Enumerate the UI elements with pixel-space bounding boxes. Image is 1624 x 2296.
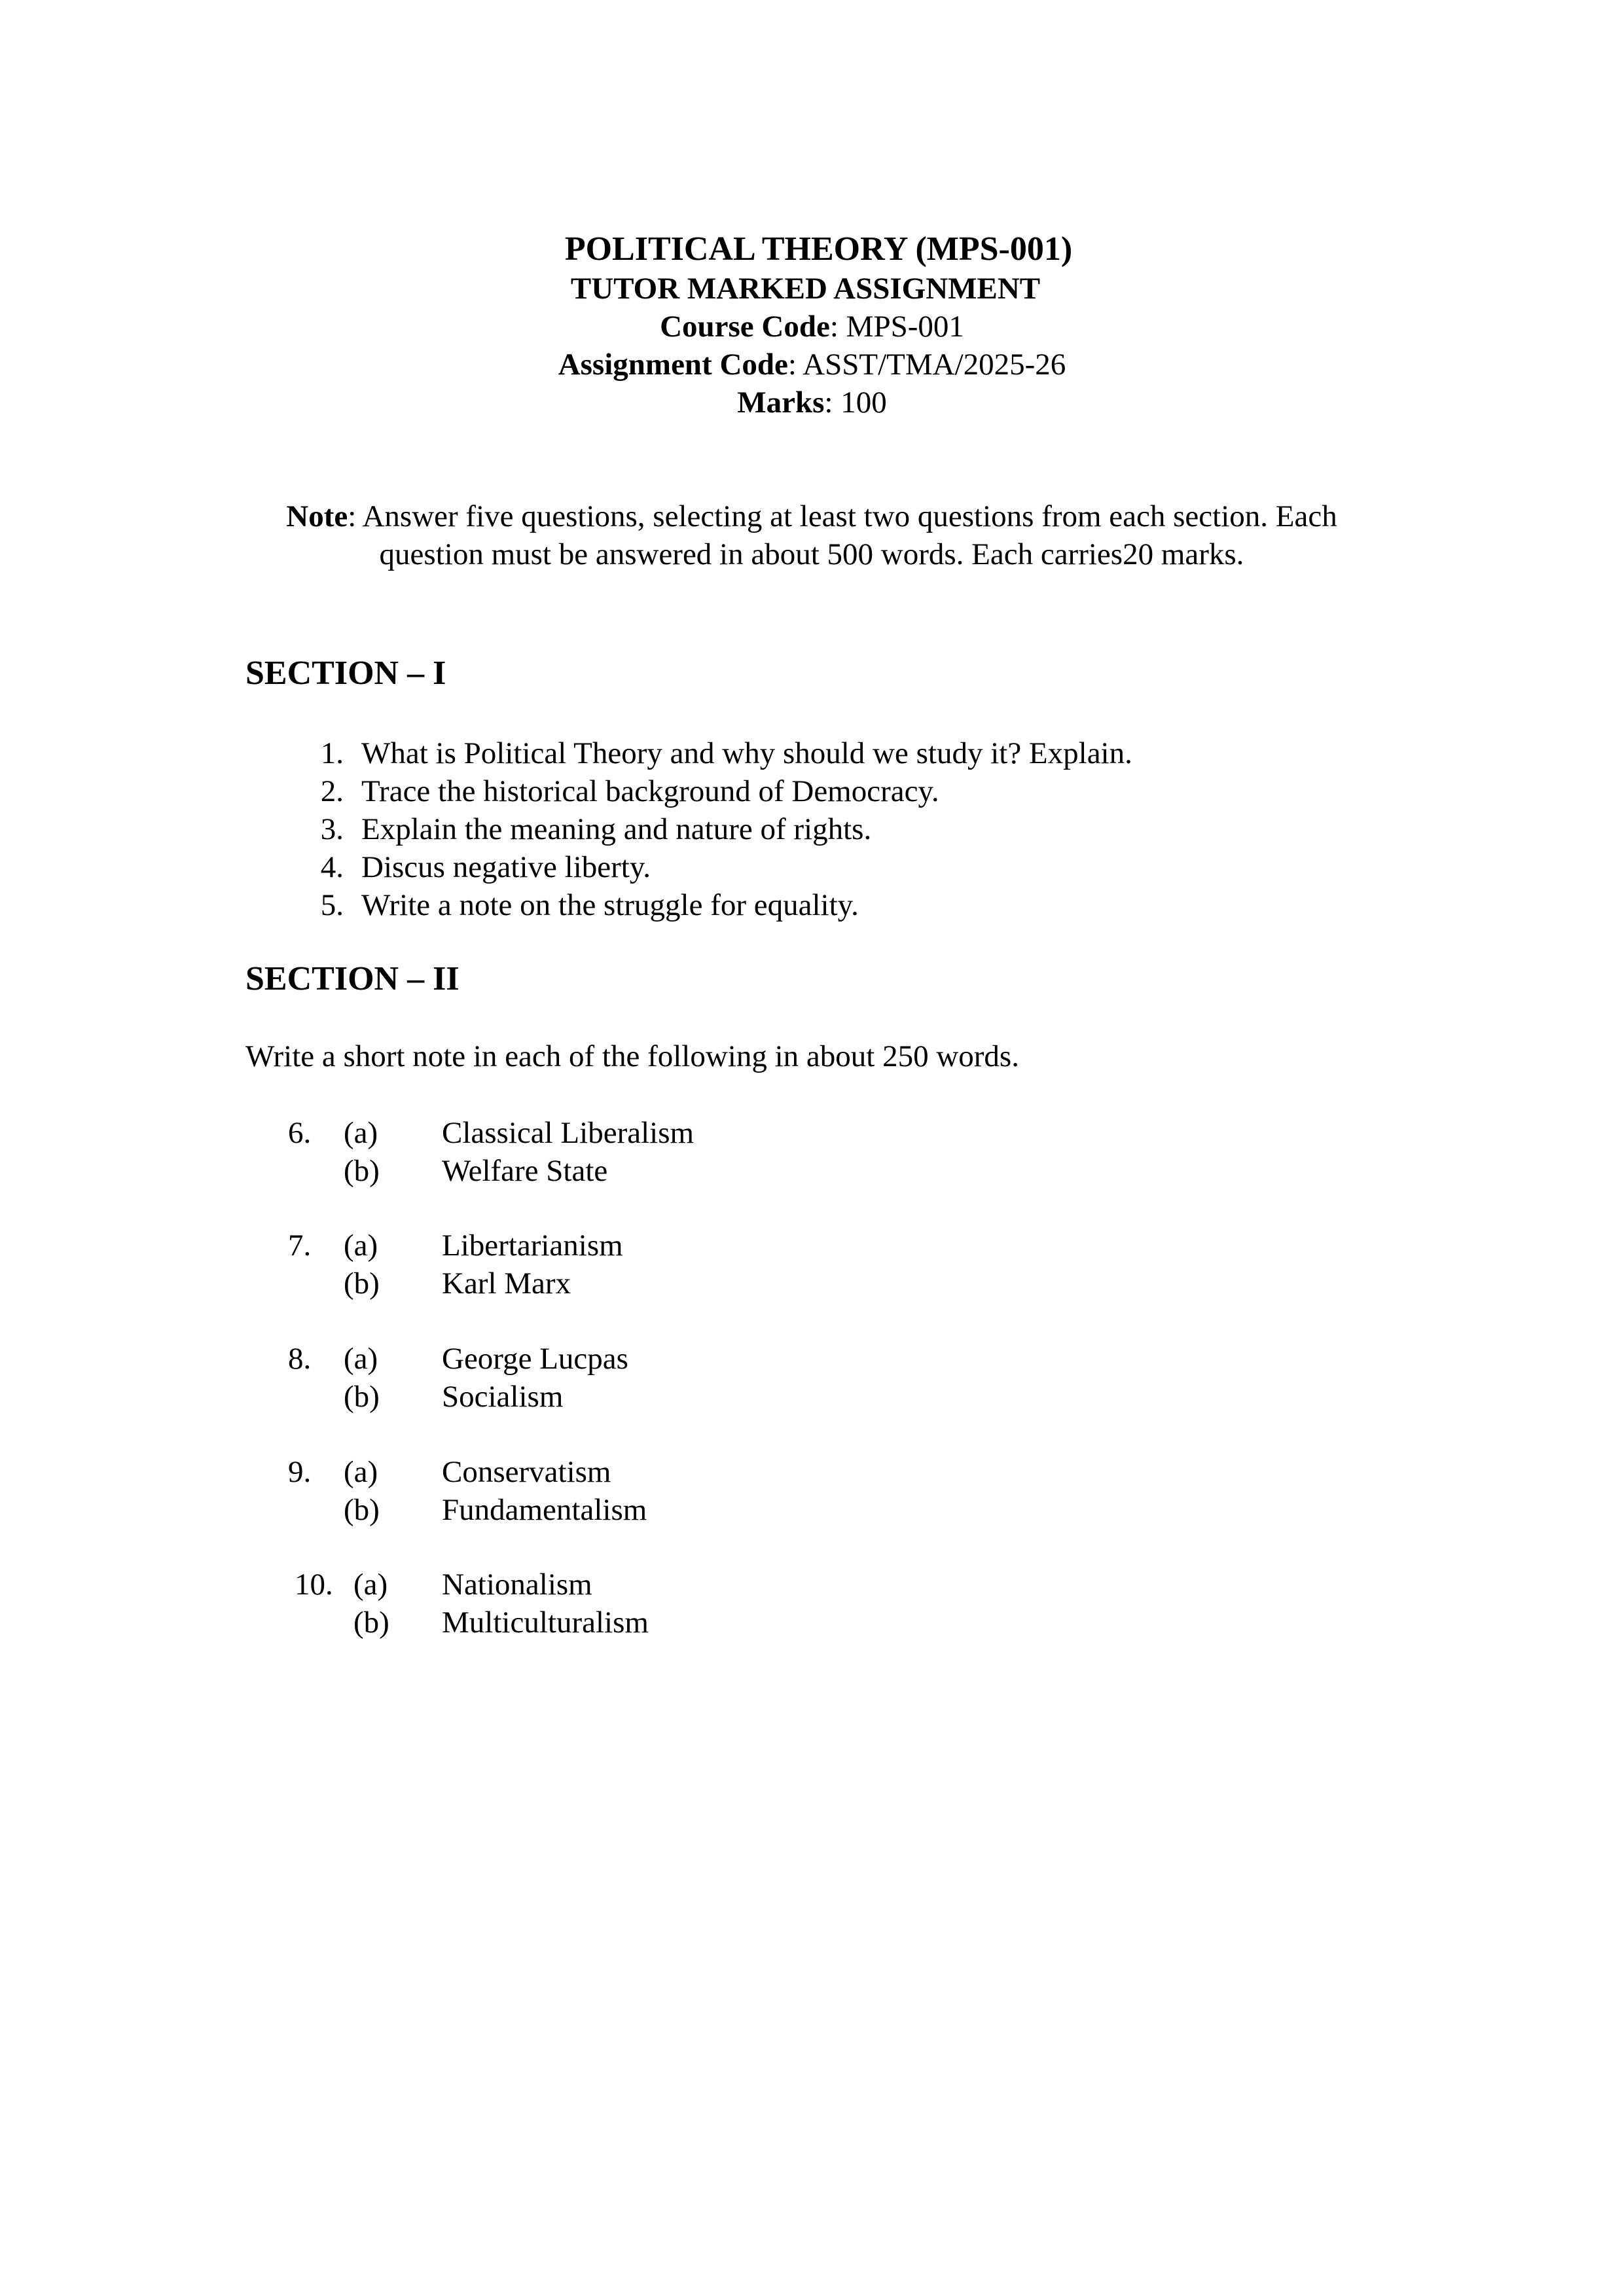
question-number: 4. <box>320 850 344 884</box>
part-label: (a) <box>344 1455 378 1489</box>
instructions-note <box>196 497 1427 573</box>
question-text: Write a note on the struggle for equality. <box>361 888 859 922</box>
marks-line <box>0 384 1624 422</box>
question-number: 1. <box>320 736 344 770</box>
part-label: (a) <box>353 1568 388 1602</box>
question-number: 9. <box>288 1455 312 1489</box>
question-text: Explain the meaning and nature of rights. <box>361 812 872 846</box>
topic-text: Welfare State <box>442 1154 608 1188</box>
note-line-1 <box>196 497 1427 535</box>
topic-text: Socialism <box>442 1380 564 1414</box>
assignment-code-value: : ASST/TMA/2025-26 <box>787 348 1066 382</box>
list-item <box>288 810 1132 848</box>
note-label: Note <box>286 499 348 533</box>
section-2-heading: SECTION – II <box>245 960 460 997</box>
question-number: 7. <box>288 1229 312 1263</box>
question-text: Trace the historical background of Democracy. <box>361 774 939 808</box>
question-number: 3. <box>320 812 344 846</box>
list-item <box>288 886 1132 924</box>
topic-text: Classical Liberalism <box>442 1116 695 1150</box>
part-label: (a) <box>344 1116 378 1150</box>
part-label: (b) <box>344 1493 380 1527</box>
marks-label: Marks <box>737 386 825 420</box>
document-header <box>0 229 1624 422</box>
course-code-line <box>0 308 1624 346</box>
list-item <box>288 848 1132 886</box>
part-label: (b) <box>344 1154 380 1188</box>
section-1-question-list <box>288 734 1132 924</box>
question-number: 6. <box>288 1116 312 1150</box>
question-number: 10. <box>295 1568 333 1602</box>
marks-value: : 100 <box>824 386 887 420</box>
document-title: POLITICAL THEORY (MPS-001) <box>564 230 1073 268</box>
question-number: 2. <box>320 774 344 808</box>
note-text-1: : Answer five questions, selecting at least two questions from each section. Each <box>348 499 1337 533</box>
topic-text: Fundamentalism <box>442 1493 647 1527</box>
topic-text: George Lucpas <box>442 1342 628 1376</box>
question-number: 5. <box>320 888 344 922</box>
part-label: (b) <box>344 1266 380 1300</box>
list-item <box>288 772 1132 810</box>
topic-text: Nationalism <box>442 1568 592 1602</box>
topic-text: Multiculturalism <box>442 1605 649 1640</box>
section-1-heading: SECTION – I <box>245 655 446 692</box>
question-text: Discus negative liberty. <box>361 850 651 884</box>
list-item <box>288 734 1132 772</box>
assignment-code-line <box>0 346 1624 384</box>
question-text: What is Political Theory and why should we study it? Explain. <box>361 736 1132 770</box>
document-subtitle: TUTOR MARKED ASSIGNMENT <box>570 272 1041 306</box>
course-code-value: : MPS-001 <box>829 310 964 344</box>
part-label: (b) <box>353 1605 389 1640</box>
part-label: (a) <box>344 1342 378 1376</box>
note-line-2: question must be answered in about 500 words. Each carries20 marks. <box>379 537 1244 571</box>
topic-text: Karl Marx <box>442 1266 571 1300</box>
topic-text: Conservatism <box>442 1455 611 1489</box>
topic-text: Libertarianism <box>442 1229 623 1263</box>
question-number: 8. <box>288 1342 312 1376</box>
course-code-label: Course Code <box>660 310 830 344</box>
assignment-code-label: Assignment Code <box>558 348 788 382</box>
section-2-instruction: Write a short note in each of the following in about 250 words. <box>245 1039 1019 1073</box>
part-label: (a) <box>344 1229 378 1263</box>
part-label: (b) <box>344 1380 380 1414</box>
